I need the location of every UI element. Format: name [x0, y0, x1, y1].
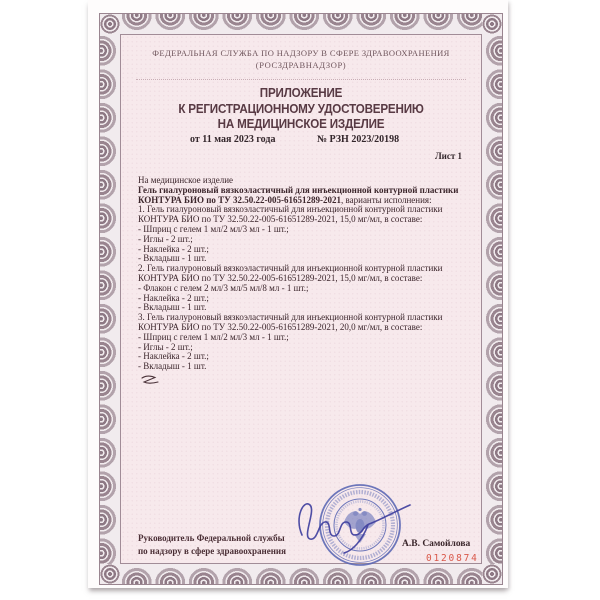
border-rosette-icon [100, 14, 120, 34]
border-rosette-icon [482, 564, 502, 584]
body-line: 1. Гель гиалуроновый вязкоэластичный для инъекционной контурной пластики [138, 204, 443, 215]
body-line: 2. Гель гиалуроновый вязкоэластичный для инъекционной контурной пластики [138, 263, 443, 274]
dotted-divider [136, 79, 466, 80]
title-line-3: НА МЕДИЦИНСКОЕ ИЗДЕЛИЕ [217, 117, 385, 131]
signatory-name: А.В. Самойлова [402, 539, 471, 549]
registration-meta [121, 134, 481, 148]
body-line: - Иглы - 2 шт.; [138, 233, 193, 244]
signatory-title-line-1: Руководитель Федеральной службы [138, 533, 285, 543]
agency-name: ФЕДЕРАЛЬНАЯ СЛУЖБА ПО НАДЗОРУ В СФЕРЕ ЗДРАВООХРАНЕНИЯ [152, 48, 450, 58]
body-line: - Наклейка - 2 шт.; [138, 351, 209, 362]
official-stamp [288, 479, 428, 582]
body-line: КОНТУРА БИО по ТУ 32.50.22-005-61651289-2021, 20,0 мг/мл, в составе: [138, 321, 423, 332]
eagle-emblem-icon [344, 508, 376, 543]
registration-number: № РЗН 2023/20198 [317, 134, 400, 145]
body-line: - Вкладыш - 1 шт. [138, 361, 207, 372]
body-line: - Иглы - 2 шт.; [138, 341, 193, 352]
title-line-2: К РЕГИСТРАЦИОННОМУ УДОСТОВЕРЕНИЮ [178, 101, 424, 116]
guilloche-border-left [100, 34, 120, 564]
border-rosette-icon [482, 14, 502, 34]
body-line: - Шприц с гелем 1 мл/2 мл/3 мл - 1 шт.; [138, 223, 289, 234]
sheet-number: Лист 1 [434, 151, 462, 161]
body-line: 3. Гель гиалуроновый вязкоэластичный для инъекционной контурной пластики [138, 312, 443, 323]
body-line: - Шприц с гелем 1 мл/2 мл/3 мл - 1 шт.; [138, 331, 289, 342]
product-spec: КОНТУРА БИО по ТУ 32.50.22-005-61651289-2021 [138, 194, 341, 205]
border-rosette-icon [100, 564, 120, 584]
agency-short-name: (РОСЗДРАВНАДЗОР) [255, 60, 347, 70]
certificate-paper [120, 34, 482, 564]
signatory-title-line-2: по надзору в сфере здравоохранения [138, 546, 286, 556]
guilloche-border-right [482, 34, 502, 564]
registration-date: от 11 мая 2023 года [190, 134, 276, 145]
certificate-scan [88, 0, 508, 588]
body-line: КОНТУРА БИО по ТУ 32.50.22-005-61651289-2021, 15,0 мг/мл, в составе: [138, 214, 423, 225]
signatory-title [138, 532, 286, 558]
device-description [138, 176, 472, 372]
document-title [134, 86, 469, 133]
body-line: - Наклейка - 2 шт.; [138, 243, 209, 254]
body-line: - Вкладыш - 1 шт. [138, 302, 207, 313]
body-line: На медицинское изделие [138, 175, 234, 185]
serial-number: 0120874 [426, 553, 479, 564]
certificate-sheet [99, 13, 503, 585]
body-line: КОНТУРА БИО по ТУ 32.50.22-005-61651289-2021, 15,0 мг/мл, в составе: [138, 272, 423, 283]
body-line: - Флакон с гелем 2 мл/3 мл/5 мл/8 мл - 1 шт.; [138, 282, 309, 293]
variants-label: , варианты исполнения: [341, 194, 432, 205]
guilloche-border-top [120, 14, 482, 34]
body-line: - Вкладыш - 1 шт. [138, 253, 207, 264]
product-name: Гель гиалуроновый вязкоэластичный для инъекционной контурной пластики [138, 184, 459, 195]
handwritten-mark-icon [139, 373, 161, 391]
body-line: - Наклейка - 2 шт.; [138, 292, 209, 303]
title-line-1: ПРИЛОЖЕНИЕ [259, 86, 343, 100]
